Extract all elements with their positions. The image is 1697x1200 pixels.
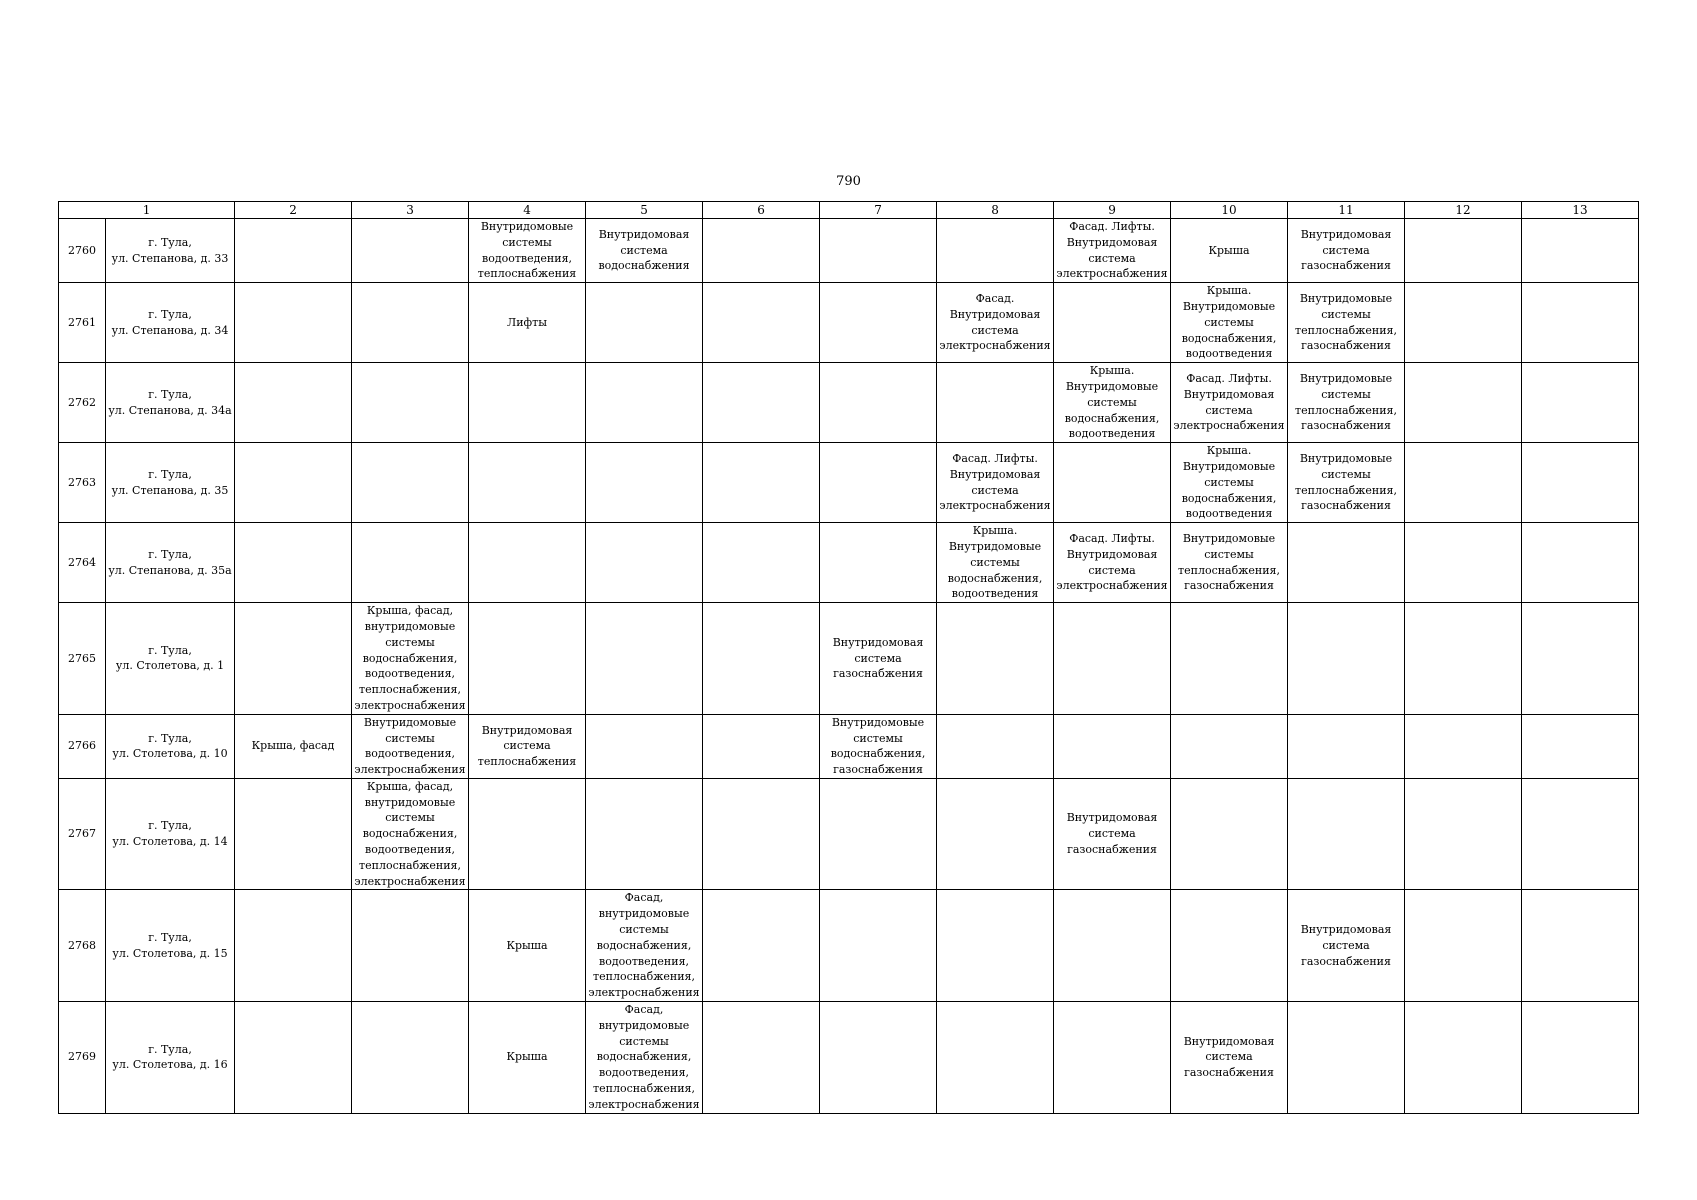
row-number: 2765 <box>59 603 106 715</box>
work-cell-col-2 <box>235 603 352 715</box>
address-cell: г. Тула, ул. Степанова, д. 35 <box>106 443 235 523</box>
work-cell-col-3: Крыша, фасад, внутридомовые системы водоснабжения, водоотведения, теплоснабжения, электроснабжения <box>352 603 469 715</box>
work-cell-col-4 <box>469 523 586 603</box>
table-row <box>59 283 1639 363</box>
work-cell-col-9 <box>1054 1002 1171 1114</box>
work-cell-col-4 <box>469 443 586 523</box>
work-cell-col-5 <box>586 363 703 443</box>
column-number-row <box>59 202 1639 219</box>
column-header-7: 7 <box>820 202 937 219</box>
work-cell-col-9 <box>1054 283 1171 363</box>
work-cell-col-10 <box>1171 603 1288 715</box>
work-cell-col-7 <box>820 283 937 363</box>
work-cell-col-7 <box>820 443 937 523</box>
column-header-8: 8 <box>937 202 1054 219</box>
address-cell: г. Тула, ул. Столетова, д. 14 <box>106 778 235 890</box>
work-cell-col-12 <box>1405 283 1522 363</box>
row-number: 2761 <box>59 283 106 363</box>
work-cell-col-8 <box>937 219 1054 283</box>
work-cell-col-7 <box>820 219 937 283</box>
work-cell-col-6 <box>703 363 820 443</box>
table-row <box>59 603 1639 715</box>
row-number: 2760 <box>59 219 106 283</box>
work-cell-col-5 <box>586 283 703 363</box>
work-cell-col-6 <box>703 523 820 603</box>
column-header-4: 4 <box>469 202 586 219</box>
work-cell-col-2: Крыша, фасад <box>235 714 352 778</box>
row-number: 2764 <box>59 523 106 603</box>
work-cell-col-11: Внутридомовая система газоснабжения <box>1288 219 1405 283</box>
work-cell-col-12 <box>1405 219 1522 283</box>
work-cell-col-10: Крыша. Внутридомовые системы водоснабжения, водоотведения <box>1171 283 1288 363</box>
work-cell-col-7: Внутридомовая система газоснабжения <box>820 603 937 715</box>
work-cell-col-7 <box>820 778 937 890</box>
work-cell-col-2 <box>235 443 352 523</box>
work-cell-col-13 <box>1522 219 1639 283</box>
work-cell-col-3 <box>352 1002 469 1114</box>
work-cell-col-13 <box>1522 603 1639 715</box>
work-cell-col-4: Внутридомовая система теплоснабжения <box>469 714 586 778</box>
work-cell-col-4: Крыша <box>469 1002 586 1114</box>
work-cell-col-12 <box>1405 523 1522 603</box>
work-cell-col-3 <box>352 219 469 283</box>
work-cell-col-4: Внутридомовые системы водоотведения, теплоснабжения <box>469 219 586 283</box>
repair-schedule-table <box>58 201 1639 1114</box>
work-cell-col-3 <box>352 283 469 363</box>
table-row <box>59 1002 1639 1114</box>
column-header-11: 11 <box>1288 202 1405 219</box>
work-cell-col-10: Фасад. Лифты. Внутридомовая система электроснабжения <box>1171 363 1288 443</box>
work-cell-col-10: Крыша. Внутридомовые системы водоснабжения, водоотведения <box>1171 443 1288 523</box>
work-cell-col-6 <box>703 219 820 283</box>
work-cell-col-5 <box>586 714 703 778</box>
work-cell-col-6 <box>703 778 820 890</box>
column-header-2: 2 <box>235 202 352 219</box>
work-cell-col-13 <box>1522 443 1639 523</box>
column-header-6: 6 <box>703 202 820 219</box>
work-cell-col-13 <box>1522 778 1639 890</box>
work-cell-col-8 <box>937 890 1054 1002</box>
work-cell-col-6 <box>703 443 820 523</box>
work-cell-col-6 <box>703 283 820 363</box>
work-cell-col-4: Крыша <box>469 890 586 1002</box>
work-cell-col-5: Фасад, внутридомовые системы водоснабжения, водоотведения, теплоснабжения, электроснабжения <box>586 1002 703 1114</box>
work-cell-col-2 <box>235 363 352 443</box>
work-cell-col-5: Фасад, внутридомовые системы водоснабжения, водоотведения, теплоснабжения, электроснабжения <box>586 890 703 1002</box>
work-cell-col-12 <box>1405 363 1522 443</box>
work-cell-col-7 <box>820 1002 937 1114</box>
work-cell-col-3 <box>352 890 469 1002</box>
work-cell-col-7 <box>820 523 937 603</box>
table-row <box>59 523 1639 603</box>
work-cell-col-4: Лифты <box>469 283 586 363</box>
address-cell: г. Тула, ул. Столетова, д. 10 <box>106 714 235 778</box>
column-header-1: 1 <box>59 202 235 219</box>
work-cell-col-13 <box>1522 523 1639 603</box>
work-cell-col-10: Внутридомовые системы теплоснабжения, газоснабжения <box>1171 523 1288 603</box>
work-cell-col-3: Крыша, фасад, внутридомовые системы водоснабжения, водоотведения, теплоснабжения, электроснабжения <box>352 778 469 890</box>
work-cell-col-11: Внутридомовая система газоснабжения <box>1288 890 1405 1002</box>
table-row <box>59 778 1639 890</box>
work-cell-col-8 <box>937 714 1054 778</box>
row-number: 2766 <box>59 714 106 778</box>
work-cell-col-2 <box>235 219 352 283</box>
work-cell-col-10 <box>1171 714 1288 778</box>
work-cell-col-2 <box>235 523 352 603</box>
work-cell-col-3: Внутридомовые системы водоотведения, электроснабжения <box>352 714 469 778</box>
row-number: 2767 <box>59 778 106 890</box>
work-cell-col-11 <box>1288 778 1405 890</box>
row-number: 2762 <box>59 363 106 443</box>
work-cell-col-7: Внутридомовые системы водоснабжения, газоснабжения <box>820 714 937 778</box>
column-header-5: 5 <box>586 202 703 219</box>
work-cell-col-11 <box>1288 1002 1405 1114</box>
table-row <box>59 890 1639 1002</box>
work-cell-col-13 <box>1522 890 1639 1002</box>
work-cell-col-6 <box>703 890 820 1002</box>
work-cell-col-8 <box>937 603 1054 715</box>
work-cell-col-12 <box>1405 1002 1522 1114</box>
row-number: 2769 <box>59 1002 106 1114</box>
work-cell-col-11: Внутридомовые системы теплоснабжения, газоснабжения <box>1288 363 1405 443</box>
work-cell-col-8: Крыша. Внутридомовые системы водоснабжения, водоотведения <box>937 523 1054 603</box>
work-cell-col-13 <box>1522 1002 1639 1114</box>
column-header-9: 9 <box>1054 202 1171 219</box>
work-cell-col-5 <box>586 603 703 715</box>
work-cell-col-5 <box>586 443 703 523</box>
work-cell-col-2 <box>235 890 352 1002</box>
work-cell-col-8: Фасад. Внутридомовая система электроснабжения <box>937 283 1054 363</box>
address-cell: г. Тула, ул. Столетова, д. 16 <box>106 1002 235 1114</box>
work-cell-col-4 <box>469 363 586 443</box>
table-row <box>59 443 1639 523</box>
table-body <box>59 202 1639 1114</box>
work-cell-col-9: Крыша. Внутридомовые системы водоснабжения, водоотведения <box>1054 363 1171 443</box>
table-row <box>59 363 1639 443</box>
work-cell-col-12 <box>1405 890 1522 1002</box>
work-cell-col-3 <box>352 523 469 603</box>
work-cell-col-11: Внутридомовые системы теплоснабжения, газоснабжения <box>1288 283 1405 363</box>
work-cell-col-10 <box>1171 890 1288 1002</box>
address-cell: г. Тула, ул. Степанова, д. 33 <box>106 219 235 283</box>
work-cell-col-5: Внутридомовая система водоснабжения <box>586 219 703 283</box>
work-cell-col-11: Внутридомовые системы теплоснабжения, газоснабжения <box>1288 443 1405 523</box>
work-cell-col-6 <box>703 714 820 778</box>
table-row <box>59 714 1639 778</box>
row-number: 2768 <box>59 890 106 1002</box>
row-number: 2763 <box>59 443 106 523</box>
work-cell-col-9: Внутридомовая система газоснабжения <box>1054 778 1171 890</box>
work-cell-col-13 <box>1522 363 1639 443</box>
work-cell-col-11 <box>1288 523 1405 603</box>
column-header-13: 13 <box>1522 202 1639 219</box>
work-cell-col-11 <box>1288 714 1405 778</box>
work-cell-col-8: Фасад. Лифты. Внутридомовая система электроснабжения <box>937 443 1054 523</box>
table-row <box>59 219 1639 283</box>
work-cell-col-10: Крыша <box>1171 219 1288 283</box>
work-cell-col-7 <box>820 363 937 443</box>
work-cell-col-9 <box>1054 603 1171 715</box>
column-header-12: 12 <box>1405 202 1522 219</box>
work-cell-col-7 <box>820 890 937 1002</box>
work-cell-col-8 <box>937 778 1054 890</box>
work-cell-col-11 <box>1288 603 1405 715</box>
work-cell-col-3 <box>352 443 469 523</box>
address-cell: г. Тула, ул. Столетова, д. 1 <box>106 603 235 715</box>
work-cell-col-13 <box>1522 714 1639 778</box>
work-cell-col-8 <box>937 363 1054 443</box>
work-cell-col-4 <box>469 603 586 715</box>
work-cell-col-12 <box>1405 443 1522 523</box>
column-header-10: 10 <box>1171 202 1288 219</box>
work-cell-col-6 <box>703 1002 820 1114</box>
work-cell-col-2 <box>235 1002 352 1114</box>
work-cell-col-6 <box>703 603 820 715</box>
work-cell-col-12 <box>1405 778 1522 890</box>
work-cell-col-13 <box>1522 283 1639 363</box>
address-cell: г. Тула, ул. Степанова, д. 34 <box>106 283 235 363</box>
work-cell-col-9: Фасад. Лифты. Внутридомовая система электроснабжения <box>1054 523 1171 603</box>
work-cell-col-8 <box>937 1002 1054 1114</box>
work-cell-col-5 <box>586 523 703 603</box>
work-cell-col-12 <box>1405 714 1522 778</box>
work-cell-col-2 <box>235 778 352 890</box>
work-cell-col-12 <box>1405 603 1522 715</box>
address-cell: г. Тула, ул. Степанова, д. 34а <box>106 363 235 443</box>
work-cell-col-3 <box>352 363 469 443</box>
work-cell-col-10 <box>1171 778 1288 890</box>
work-cell-col-9 <box>1054 714 1171 778</box>
page-number: 790 <box>836 174 861 189</box>
work-cell-col-5 <box>586 778 703 890</box>
address-cell: г. Тула, ул. Степанова, д. 35а <box>106 523 235 603</box>
work-cell-col-2 <box>235 283 352 363</box>
work-cell-col-9 <box>1054 890 1171 1002</box>
work-cell-col-9 <box>1054 443 1171 523</box>
column-header-3: 3 <box>352 202 469 219</box>
work-cell-col-9: Фасад. Лифты. Внутридомовая система электроснабжения <box>1054 219 1171 283</box>
work-cell-col-10: Внутридомовая система газоснабжения <box>1171 1002 1288 1114</box>
work-cell-col-4 <box>469 778 586 890</box>
address-cell: г. Тула, ул. Столетова, д. 15 <box>106 890 235 1002</box>
